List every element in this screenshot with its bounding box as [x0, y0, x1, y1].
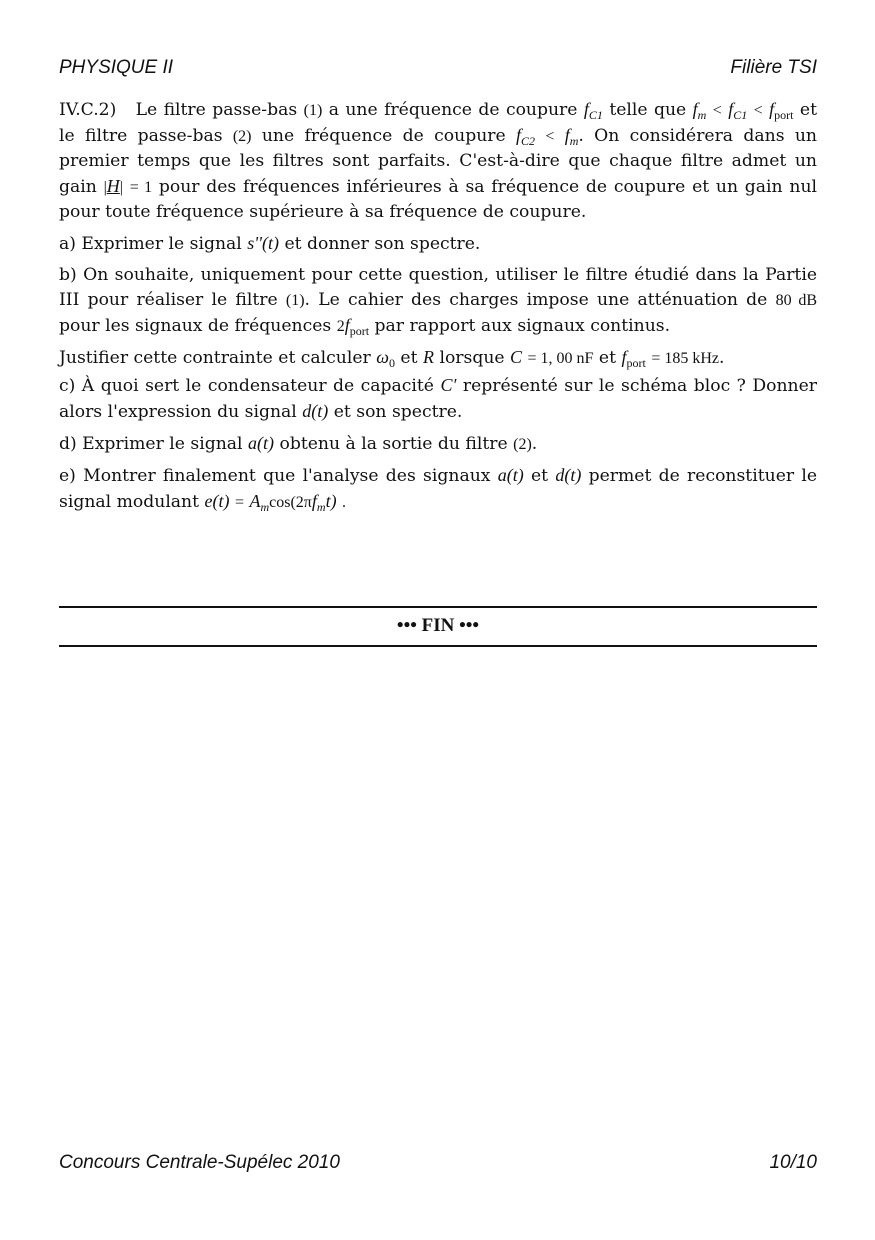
- header-subject: PHYSIQUE II: [59, 57, 174, 78]
- question-e: e) Montrer finalement que l'analyse des signaux a(t) et d(t) permet de reconstituer le signal modulant $e(t) = A_m\cos(2\pi f_mt)$ .: [59, 465, 818, 514]
- top-divider: [59, 606, 817, 608]
- exam-content: [59, 97, 817, 521]
- header-track: Filière TSI: [730, 57, 817, 78]
- question-b: b) On souhaite, uniquement pour cette question, utiliser le filtre étudié dans la Partie III pour réaliser le filtre (1). Le cahier des charges impose une atténuation de 80 dB pour les signaux de fréquences $2f_{port}$ par rapport aux signaux continus.: [59, 265, 817, 338]
- question-number: IV.C.2): [59, 100, 117, 120]
- bottom-divider: [59, 645, 817, 647]
- page-number: 10/10: [769, 1152, 817, 1173]
- question-IV-C-2: IV.C.2) Le filtre passe-bas (1) a une fréquence de coupure $f_{C1}$ telle que $f_m < f_{C1} < f_{port}$ et le filtre passe-bas (2) une fréquence de coupure $f_{C2} < f_m$. On considérera dans un premier temps que les filtres sont parfaits. C'est-à-dire que chaque filtre admet un gain |H| = 1 pour des fréquences inférieures à sa fréquence de coupure et un gain nul pour toute fréquence supérieure à sa fréquence de coupure.: [59, 99, 818, 222]
- end-marker: ••• FIN •••: [396, 615, 480, 636]
- question-c: c) À quoi sert le condensateur de capacité C′ représenté sur le schéma bloc ? Donner alors l'expression du signal d(t) et son spectre.: [59, 375, 818, 422]
- question-b-continued: Justifier cette contrainte et calculer $\omega_0$ et R lorsque C = 1, 00 nF et $f_{port} = 185$ kHz.: [59, 347, 725, 370]
- question-a: a) Exprimer le signal s''(t) et donner son spectre.: [59, 233, 481, 254]
- question-d: d) Exprimer le signal a(t) obtenu à la sortie du filtre (2).: [59, 433, 538, 454]
- footer-contest: Concours Centrale-Supélec 2010: [59, 1152, 340, 1173]
